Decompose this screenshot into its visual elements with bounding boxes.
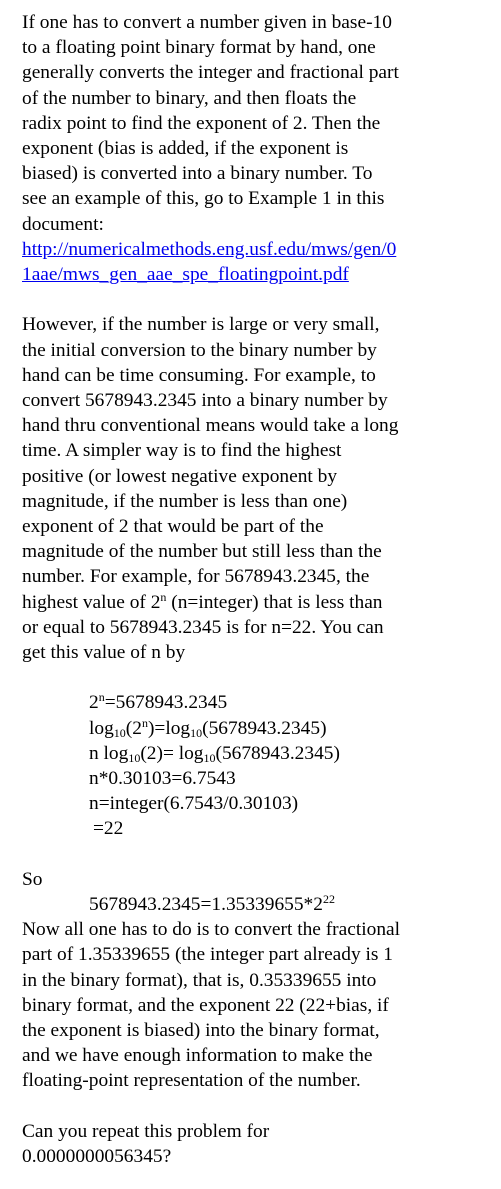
text-line: and we have enough information to make the	[22, 1045, 373, 1067]
document-link[interactable]: http://numericalmethods.eng.usf.edu/mws/gen/0	[22, 238, 397, 260]
text-line: 0.0000000056345?	[22, 1146, 172, 1168]
document-body	[22, 10, 492, 1169]
text-line: or equal to 5678943.2345 is for n=22. You can	[22, 616, 384, 638]
text-line: biased) is converted into a binary number. To	[22, 163, 373, 185]
text-line: time. A simpler way is to find the highest	[22, 440, 342, 462]
text-line: highest value of 2$^n$ (n=integer) that is less than	[22, 589, 383, 613]
equation-line: $\log_{10}(2^n)=\log_{10}(5678943.2345)$	[89, 715, 327, 740]
text-line: magnitude of the number but still less than the	[22, 541, 382, 563]
so-paragraph	[22, 867, 492, 917]
paragraph-gap	[22, 1094, 492, 1119]
result-equation: $5678943.2345=1.35339655*2^{22}$	[89, 892, 335, 916]
text-line: exponent (bias is added, if the exponent is	[22, 138, 349, 160]
text-line: floating-point representation of the number.	[22, 1070, 361, 1092]
equation-line: n=integer(6.7543/0.30103)	[89, 793, 299, 815]
text-line: see an example of this, go to Example 1 in this	[22, 188, 385, 210]
text-line: exponent of 2 that would be part of the	[22, 516, 324, 538]
text-line: binary format, and the exponent 22 (22+bias, if	[22, 994, 389, 1016]
equation-line: n $\log_{10}(2)= \log_{10}(5678943.2345)$	[89, 742, 340, 765]
equation-line: =22	[93, 818, 124, 840]
paragraph-gap	[22, 287, 492, 312]
equation-line: $2^n=5678943.2345$	[89, 690, 228, 714]
equation-block	[89, 690, 492, 841]
text-line: hand can be time consuming. For example, to	[22, 364, 376, 386]
intro-paragraph	[22, 10, 492, 287]
text-line: positive (or lowest negative exponent by	[22, 465, 338, 487]
text-line: Can you repeat this problem for	[22, 1120, 270, 1142]
text-line: Now all one has to do is to convert the fractional	[22, 919, 401, 941]
paragraph-gap	[22, 665, 492, 690]
text-line: get this value of n by	[22, 642, 186, 664]
text-line: the exponent is biased) into the binary format,	[22, 1020, 380, 1042]
method-paragraph	[22, 312, 492, 665]
equation-line: n*0.30103=6.7543	[89, 768, 236, 790]
text-line: number. For example, for 5678943.2345, the	[22, 566, 370, 588]
text-line: to a floating point binary format by hand, one	[22, 37, 376, 59]
question-paragraph	[22, 1119, 492, 1169]
so-label: So	[22, 868, 43, 890]
text-line: magnitude, if the number is less than one)	[22, 490, 348, 512]
conclusion-paragraph	[22, 917, 492, 1093]
text-line: However, if the number is large or very small,	[22, 314, 380, 336]
text-line: of the number to binary, and then floats the	[22, 87, 357, 109]
paragraph-gap	[22, 842, 492, 867]
text-line: convert 5678943.2345 into a binary number by	[22, 390, 388, 412]
text-line: the initial conversion to the binary number by	[22, 339, 377, 361]
text-line: hand thru conventional means would take a long	[22, 415, 399, 437]
text-line: radix point to find the exponent of 2. Then the	[22, 112, 381, 134]
text-line: generally converts the integer and fractional part	[22, 62, 399, 84]
document-link[interactable]: 1aae/mws_gen_aae_spe_floatingpoint.pdf	[22, 264, 349, 286]
text-line: part of 1.35339655 (the integer part already is 1	[22, 944, 393, 966]
text-line: in the binary format), that is, 0.35339655 into	[22, 969, 377, 991]
text-line: If one has to convert a number given in base-10	[22, 12, 392, 33]
text-line: document:	[22, 213, 104, 235]
